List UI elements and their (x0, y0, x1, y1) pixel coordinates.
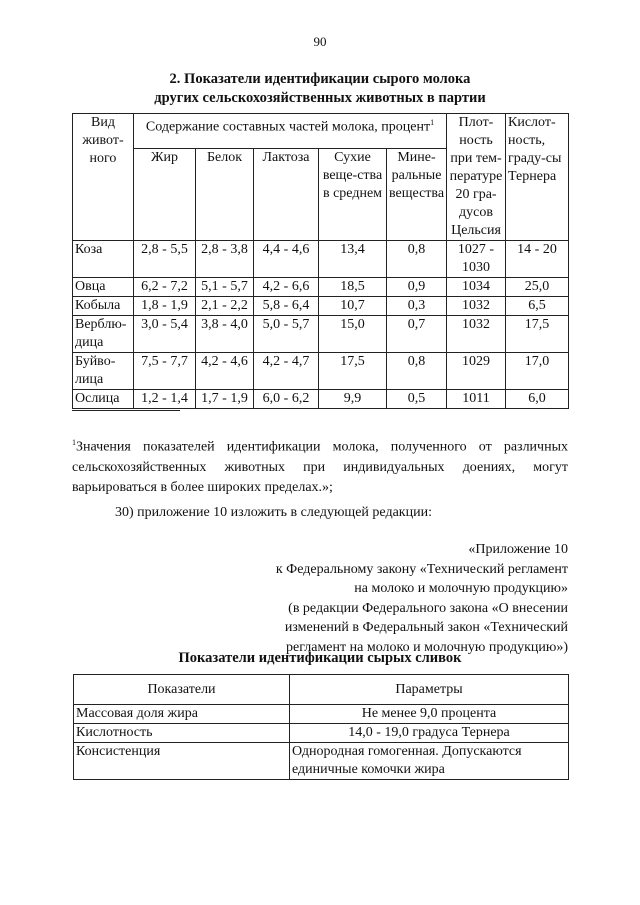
row-label: Массовая доля жира (74, 705, 290, 724)
page-number: 90 (313, 34, 327, 49)
value-cell: 17,5 (506, 316, 569, 353)
header-protein: Белок (196, 149, 254, 241)
value-cell: 15,0 (319, 316, 387, 353)
value-cell: 6,0 (506, 390, 569, 409)
value-cell: 25,0 (506, 278, 569, 297)
species-cell: Буйво-лица (73, 353, 134, 390)
value-cell: 18,5 (319, 278, 387, 297)
value-cell: 1,7 - 1,9 (196, 390, 254, 409)
cream-identification-table (73, 674, 569, 780)
appendix-line: к Федеральному закону «Технический регламент (275, 561, 568, 577)
row-label: Консистенция (74, 743, 290, 780)
appendix-header (108, 540, 568, 657)
value-cell: 5,0 - 5,7 (254, 316, 319, 353)
header-indicators: Показатели (74, 675, 290, 705)
value-cell: 5,8 - 6,4 (254, 297, 319, 316)
species-cell: Верблю-дица (73, 316, 134, 353)
value-cell: 0,9 (387, 278, 447, 297)
table-row (73, 353, 569, 390)
row-value: 14,0 - 19,0 градуса Тернера (290, 724, 569, 743)
value-cell: 1032 (447, 297, 506, 316)
species-cell: Ослица (73, 390, 134, 409)
appendix-line: регламент на молоко и молочную продукцию») (286, 639, 568, 655)
header-dry-matter: Сухие веще-ства в среднем (319, 149, 387, 241)
species-cell: Овца (73, 278, 134, 297)
header-fat: Жир (134, 149, 196, 241)
table-row (73, 316, 569, 353)
value-cell: 4,2 - 4,6 (196, 353, 254, 390)
value-cell: 0,8 (387, 241, 447, 278)
appendix-line: на молоко и молочную продукцию» (354, 581, 568, 596)
species-cell: Коза (73, 241, 134, 278)
title-line: 2. Показатели идентификации сырого молока (169, 71, 471, 87)
value-cell: 1032 (447, 316, 506, 353)
value-cell: 1034 (447, 278, 506, 297)
cream-table-title: Показатели идентификации сырых сливок (178, 650, 462, 666)
value-cell: 17,0 (506, 353, 569, 390)
title-line: других сельскохозяйственных животных в партии (154, 90, 486, 106)
value-cell: 4,2 - 4,7 (254, 353, 319, 390)
header-parameters: Параметры (290, 675, 569, 705)
value-cell: 1027 - 1030 (447, 241, 506, 278)
table-row (73, 241, 569, 278)
value-cell: 6,5 (506, 297, 569, 316)
header-minerals: Мине-ральные вещества (387, 149, 447, 241)
table-row (73, 390, 569, 409)
row-value: Однородная гомогенная. Допускаются единичные комочки жира (290, 743, 569, 780)
value-cell: 10,7 (319, 297, 387, 316)
appendix-line: (в редакции Федерального закона «О внесении (288, 600, 568, 616)
value-cell: 6,0 - 6,2 (254, 390, 319, 409)
footnote-mark: 1 (72, 438, 76, 447)
value-cell: 5,1 - 5,7 (196, 278, 254, 297)
appendix-line: «Приложение 10 (468, 542, 568, 557)
footnote-ref: 1 (430, 118, 435, 127)
footnote-text: Значения показателей идентификации молока, полученного от различных сельскохозяйственных животных при индивидуальных доениях, могут варьироваться в более широких пределах.»; (72, 439, 568, 495)
value-cell: 6,2 - 7,2 (134, 278, 196, 297)
appendix-line: изменений в Федеральный закон «Технический (284, 620, 568, 635)
value-cell: 4,4 - 4,6 (254, 241, 319, 278)
value-cell: 7,5 - 7,7 (134, 353, 196, 390)
value-cell: 9,9 (319, 390, 387, 409)
header-species: Вид живот-ного (73, 114, 134, 241)
value-cell: 1,8 - 1,9 (134, 297, 196, 316)
value-cell: 0,8 (387, 353, 447, 390)
value-cell: 0,5 (387, 390, 447, 409)
row-value: Не менее 9,0 процента (290, 705, 569, 724)
amendment-paragraph: 30) приложение 10 изложить в следующей редакции: (115, 505, 432, 520)
value-cell: 1029 (447, 353, 506, 390)
species-cell: Кобыла (73, 297, 134, 316)
header-content-text: Содержание составных частей молока, процент (145, 119, 431, 135)
header-content (134, 114, 447, 149)
value-cell: 4,2 - 6,6 (254, 278, 319, 297)
header-acidity: Кислот-ность, граду-сы Тернера (506, 114, 569, 241)
row-label: Кислотность (74, 724, 290, 743)
value-cell: 1,2 - 1,4 (134, 390, 196, 409)
section-title (0, 70, 640, 108)
value-cell: 17,5 (319, 353, 387, 390)
value-cell: 1011 (447, 390, 506, 409)
footnote-divider (72, 410, 180, 411)
header-density: Плот-ность при тем-пературе 20 гра-дусов Цельсия (447, 114, 506, 241)
value-cell: 0,7 (387, 316, 447, 353)
value-cell: 2,1 - 2,2 (196, 297, 254, 316)
value-cell: 14 - 20 (506, 241, 569, 278)
value-cell: 0,3 (387, 297, 447, 316)
milk-identification-table (72, 113, 569, 409)
value-cell: 2,8 - 5,5 (134, 241, 196, 278)
value-cell: 2,8 - 3,8 (196, 241, 254, 278)
value-cell: 3,0 - 5,4 (134, 316, 196, 353)
table-row (73, 297, 569, 316)
value-cell: 13,4 (319, 241, 387, 278)
header-lactose: Лактоза (254, 149, 319, 241)
value-cell: 3,8 - 4,0 (196, 316, 254, 353)
footnote (72, 433, 568, 498)
table-row (73, 278, 569, 297)
